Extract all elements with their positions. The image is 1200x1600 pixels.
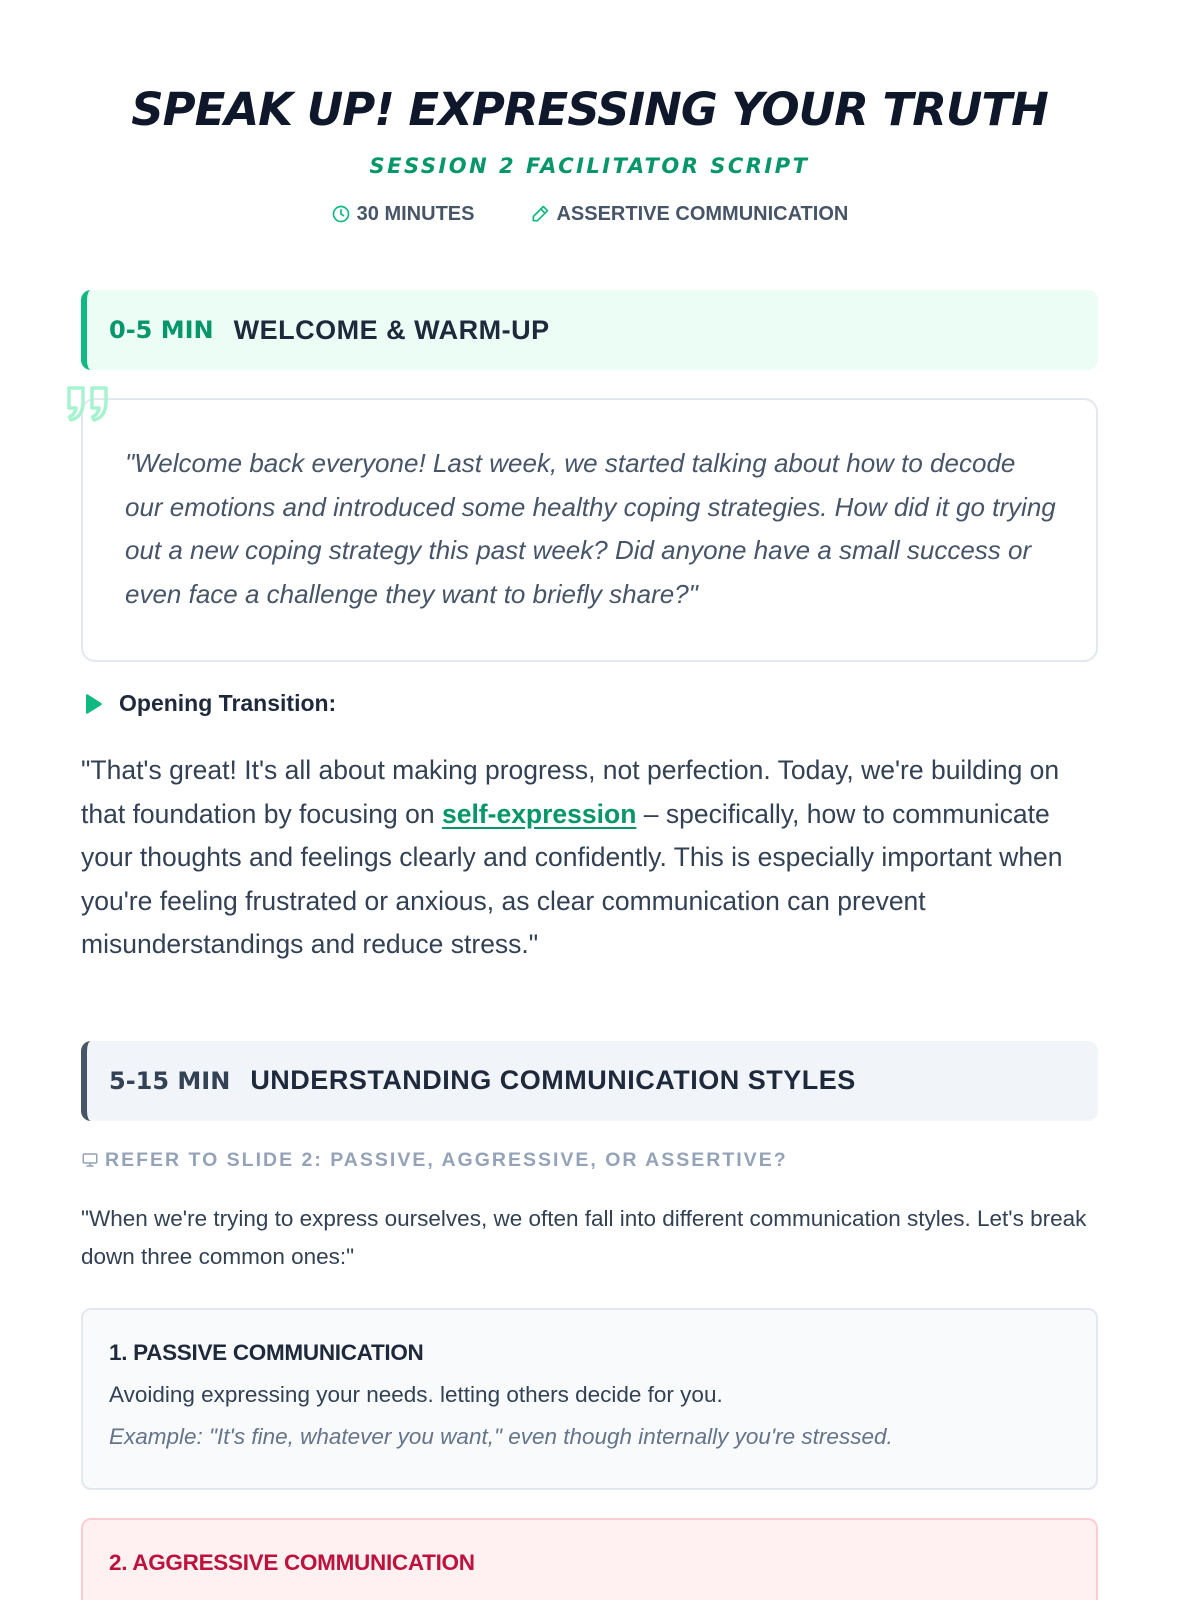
transition-text-after: – specifically, how to communicate your thoughts and feelings clearly and confidently. This is especially important when you're feeling frustrated or anxious, as clear communication can prevent misunderstandings and reduce stress." xyxy=(81,798,1063,959)
slide-reference xyxy=(81,1149,1098,1172)
meta-row xyxy=(81,200,1098,228)
page-subtitle: SESSION 2 FACILITATOR SCRIPT xyxy=(369,154,810,178)
page-title: SPEAK UP! EXPRESSING YOUR TRUTH xyxy=(131,83,1048,136)
section-time: 0-5 MIN xyxy=(109,316,214,344)
quote-icon xyxy=(65,382,113,430)
section-time: 5-15 MIN xyxy=(109,1066,231,1095)
monitor-icon xyxy=(81,1151,99,1169)
welcome-quote xyxy=(81,398,1098,662)
transition-label-text: Opening Transition: xyxy=(119,690,337,716)
pencil-icon xyxy=(530,204,550,224)
section-name: UNDERSTANDING COMMUNICATION STYLES xyxy=(250,1065,856,1095)
passive-style-card xyxy=(81,1308,1098,1490)
card-title: 2. AGGRESSIVE COMMUNICATION xyxy=(109,1549,475,1575)
card-title: 1. PASSIVE COMMUNICATION xyxy=(109,1339,424,1365)
clock-icon xyxy=(331,204,351,224)
play-icon xyxy=(81,692,105,716)
quote-text: "Welcome back everyone! Last week, we started talking about how to decode our emotions and introduced some healthy coping strategies. How did it go trying out a new coping strategy this past week? Did anyone have a small success or even face a challenge they want to briefly share?" xyxy=(81,398,1098,662)
aggressive-style-card xyxy=(81,1518,1098,1600)
styles-intro: "When we're trying to express ourselves, we often fall into different communication styles. Let's break down three common ones:" xyxy=(81,1205,1087,1269)
duration-meta xyxy=(331,200,475,228)
transition-text xyxy=(81,749,1098,967)
card-description: Avoiding expressing your needs. letting others decide for you. xyxy=(109,1381,723,1407)
transition-text-before: "That's great! It's all about making progress, not perfection. Today, we're building on that foundation by focusing on xyxy=(81,755,1060,829)
slide-reference-text: REFER TO SLIDE 2: PASSIVE, AGGRESSIVE, OR ASSERTIVE? xyxy=(105,1148,788,1171)
section-header-welcome xyxy=(81,290,1098,370)
card-example: Example: "It's fine, whatever you want," even though internally you're stressed. xyxy=(109,1423,893,1449)
transition-label xyxy=(81,690,1098,717)
section-name: WELCOME & WARM-UP xyxy=(233,314,550,345)
duration-text: 30 MINUTES xyxy=(356,203,475,225)
topic-meta xyxy=(530,200,848,228)
section-header-styles xyxy=(81,1041,1098,1121)
self-expression-highlight: self-expression xyxy=(441,798,637,829)
topic-text: ASSERTIVE COMMUNICATION xyxy=(556,203,849,225)
